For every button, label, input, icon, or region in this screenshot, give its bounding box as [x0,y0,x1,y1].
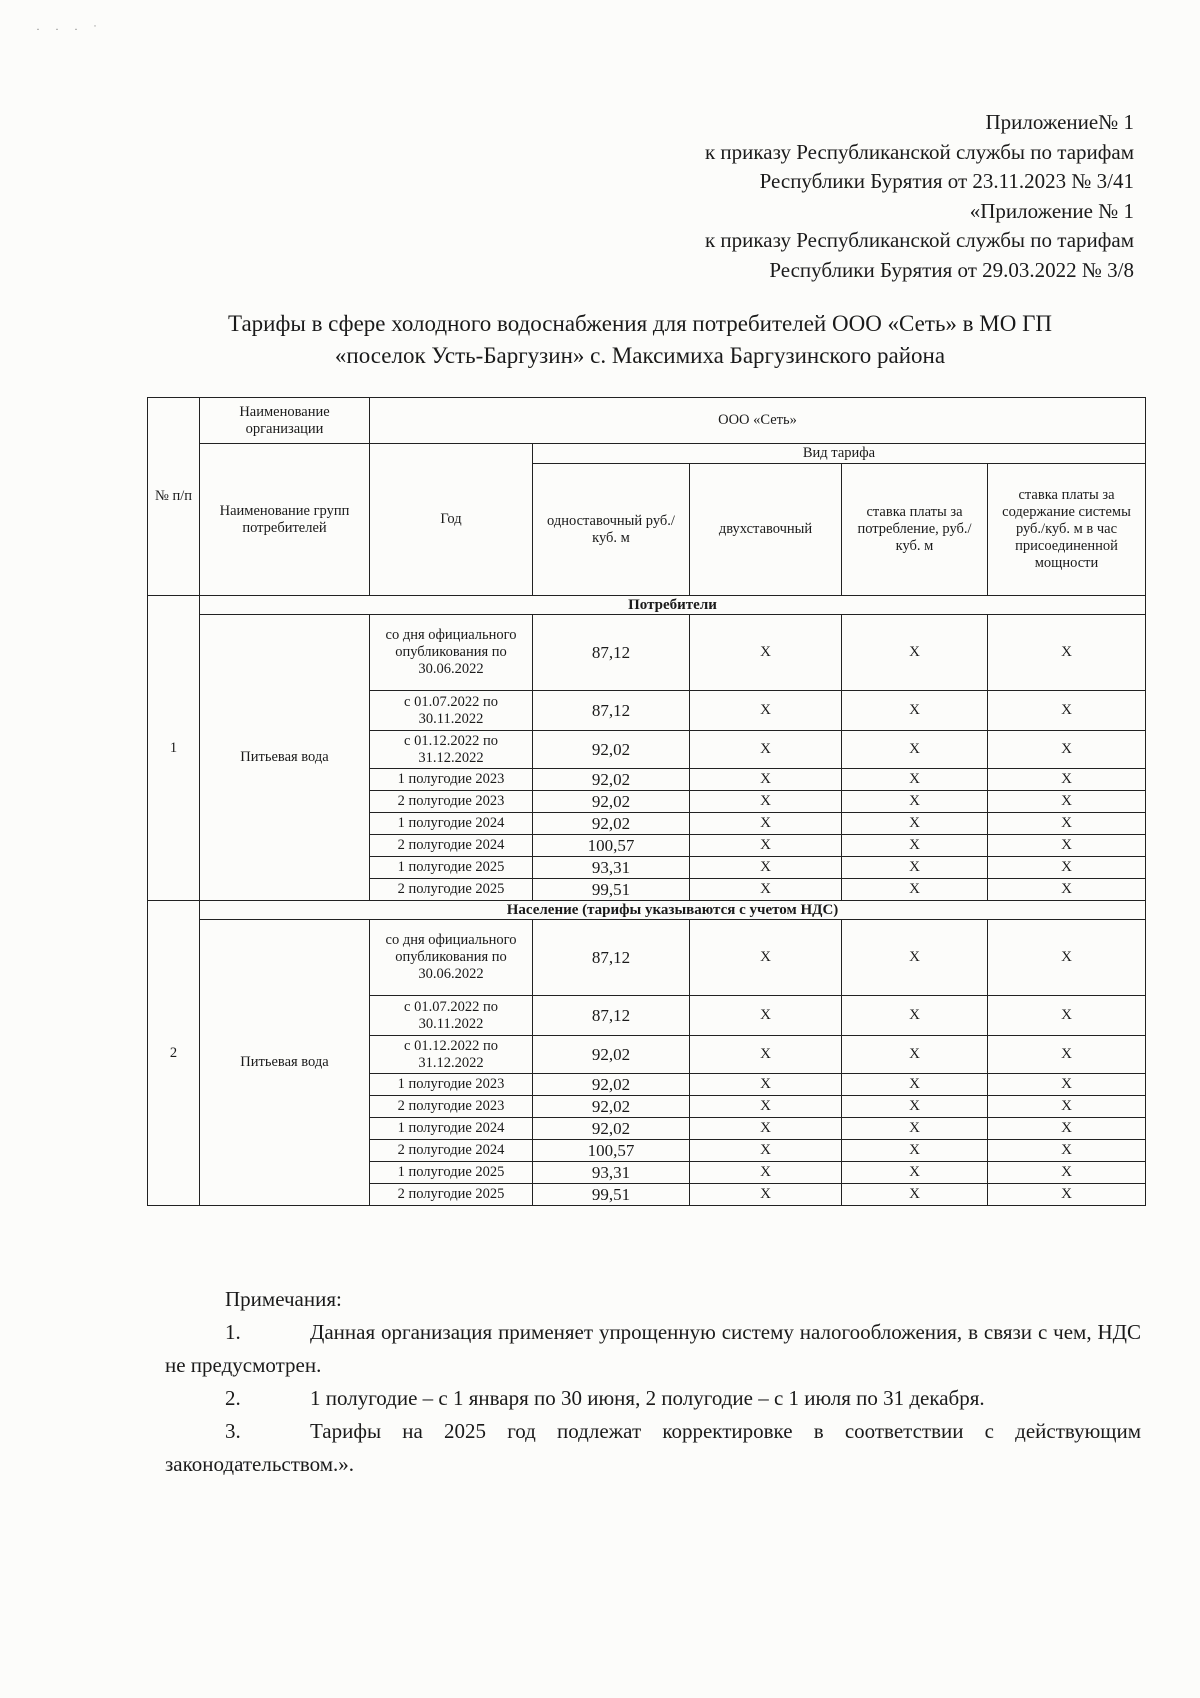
one-part-tariff-cell: 87,12 [533,691,690,731]
col-header-year: Год [370,444,533,596]
two-part-tariff-cell: X [690,1036,842,1074]
one-part-tariff-cell: 93,31 [533,857,690,879]
col-header-group: Наименование групп потребителей [200,444,370,596]
period-cell: 2 полугодие 2025 [370,879,533,901]
notes-block [165,1283,1141,1481]
document-title [150,308,1130,372]
two-part-tariff-cell: X [690,731,842,769]
consumer-group: Питьевая вода [200,615,370,901]
one-part-tariff-cell: 92,02 [533,1036,690,1074]
consumption-rate-cell: X [842,1118,988,1140]
scan-artifact: · · · ˙ [36,22,103,36]
two-part-tariff-cell: X [690,835,842,857]
maintenance-rate-cell: X [988,691,1146,731]
period-cell: со дня официального опубликования по 30.06.2022 [370,615,533,691]
one-part-tariff-cell: 99,51 [533,879,690,901]
period-cell: 2 полугодие 2023 [370,1096,533,1118]
consumption-rate-cell: X [842,791,988,813]
maintenance-rate-cell: X [988,835,1146,857]
period-cell: 1 полугодие 2023 [370,769,533,791]
consumer-group: Питьевая вода [200,920,370,1206]
consumption-rate-cell: X [842,996,988,1036]
note-text: Тарифы на 2025 год подлежат корректировке в соответствии с действующим законодательством.». [165,1419,1141,1476]
col-header-one-part: одноставочный руб./ куб. м [533,464,690,596]
header-line: к приказу Республиканской службы по тарифам [704,139,1134,164]
col-header-maintenance: ставка платы за содержание системы руб./куб. м в час присоединенной мощности [988,464,1146,596]
maintenance-rate-cell: X [988,1184,1146,1206]
one-part-tariff-cell: 100,57 [533,1140,690,1162]
header-line: Приложение№ 1 [985,110,1134,134]
note-index: 1. [225,1320,241,1344]
row-number: 1 [148,596,200,901]
one-part-tariff-cell: 100,57 [533,835,690,857]
header-line: Республики Бурятия от 23.11.2023 № 3/41 [759,169,1134,193]
one-part-tariff-cell: 92,02 [533,731,690,769]
tariff-row [148,920,1146,996]
consumption-rate-cell: X [842,1184,988,1206]
two-part-tariff-cell: X [690,691,842,731]
two-part-tariff-cell: X [690,879,842,901]
maintenance-rate-cell: X [988,1074,1146,1096]
period-cell: со дня официального опубликования по 30.06.2022 [370,920,533,996]
note-item [165,1316,1141,1382]
title-line-2: «поселок Усть-Баргузин» с. Максимиха Баргузинского района [334,343,946,368]
two-part-tariff-cell: X [690,996,842,1036]
maintenance-rate-cell: X [988,769,1146,791]
two-part-tariff-cell: X [690,1162,842,1184]
note-item [165,1382,1141,1415]
consumption-rate-cell: X [842,835,988,857]
one-part-tariff-cell: 99,51 [533,1184,690,1206]
consumption-rate-cell: X [842,857,988,879]
consumption-rate-cell: X [842,1036,988,1074]
maintenance-rate-cell: X [988,791,1146,813]
two-part-tariff-cell: X [690,1074,842,1096]
maintenance-rate-cell: X [988,1036,1146,1074]
maintenance-rate-cell: X [988,920,1146,996]
header-line: к приказу Республиканской службы по тарифам [704,228,1134,252]
one-part-tariff-cell: 92,02 [533,813,690,835]
col-header-two-part: двухставочный [690,464,842,596]
two-part-tariff-cell: X [690,769,842,791]
consumption-rate-cell: X [842,1162,988,1184]
consumption-rate-cell: X [842,879,988,901]
one-part-tariff-cell: 92,02 [533,1074,690,1096]
one-part-tariff-cell: 92,02 [533,791,690,813]
maintenance-rate-cell: X [988,615,1146,691]
consumption-rate-cell: X [842,813,988,835]
maintenance-rate-cell: X [988,731,1146,769]
consumption-rate-cell: X [842,731,988,769]
section-title: Потребители [200,596,1146,615]
maintenance-rate-cell: X [988,857,1146,879]
notes-heading: Примечания: [225,1287,342,1311]
tariff-row [148,615,1146,691]
period-cell: 1 полугодие 2024 [370,1118,533,1140]
period-cell: 1 полугодие 2024 [370,813,533,835]
one-part-tariff-cell: 92,02 [533,1118,690,1140]
period-cell: с 01.12.2022 по 31.12.2022 [370,731,533,769]
one-part-tariff-cell: 92,02 [533,769,690,791]
note-text: Данная организация применяет упрощенную систему налогообложения, в связи с чем, НДС не предусмотрен. [165,1320,1141,1377]
one-part-tariff-cell: 92,02 [533,1096,690,1118]
consumption-rate-cell: X [842,920,988,996]
consumption-rate-cell: X [842,1074,988,1096]
period-cell: 1 полугодие 2023 [370,1074,533,1096]
two-part-tariff-cell: X [690,1184,842,1206]
two-part-tariff-cell: X [690,920,842,996]
note-text: 1 полугодие – с 1 января по 30 июня, 2 полугодие – с 1 июля по 31 декабря. [310,1386,985,1410]
two-part-tariff-cell: X [690,1096,842,1118]
maintenance-rate-cell: X [988,1162,1146,1184]
period-cell: 2 полугодие 2024 [370,835,533,857]
consumption-rate-cell: X [842,769,988,791]
two-part-tariff-cell: X [690,615,842,691]
maintenance-rate-cell: X [988,996,1146,1036]
two-part-tariff-cell: X [690,791,842,813]
row-number: 2 [148,901,200,1206]
header-line: «Приложение № 1 [969,198,1134,223]
period-cell: с 01.07.2022 по 30.11.2022 [370,691,533,731]
period-cell: 2 полугодие 2023 [370,791,533,813]
col-header-org-name: Наименование организации [200,398,370,444]
one-part-tariff-cell: 93,31 [533,1162,690,1184]
period-cell: 2 полугодие 2025 [370,1184,533,1206]
header-line: Республики Бурятия от 29.03.2022 № 3/8 [769,257,1134,282]
two-part-tariff-cell: X [690,1140,842,1162]
consumption-rate-cell: X [842,1140,988,1162]
consumption-rate-cell: X [842,615,988,691]
period-cell: с 01.07.2022 по 30.11.2022 [370,996,533,1036]
one-part-tariff-cell: 87,12 [533,920,690,996]
one-part-tariff-cell: 87,12 [533,996,690,1036]
period-cell: 1 полугодие 2025 [370,857,533,879]
consumption-rate-cell: X [842,691,988,731]
col-header-number: № п/п [148,398,200,596]
title-line-1: Тарифы в сфере холодного водоснабжения для потребителей ООО «Сеть» в МО ГП [227,311,1053,336]
maintenance-rate-cell: X [988,813,1146,835]
note-item [165,1415,1141,1481]
col-header-tariff-type: Вид тарифа [533,444,1146,464]
maintenance-rate-cell: X [988,1118,1146,1140]
two-part-tariff-cell: X [690,1118,842,1140]
note-index: 2. [225,1386,241,1410]
tariff-table [147,397,1146,1206]
maintenance-rate-cell: X [988,1140,1146,1162]
section-title: Население (тарифы указываются с учетом НДС) [200,901,1146,920]
period-cell: 2 полугодие 2024 [370,1140,533,1162]
org-name-value: ООО «Сеть» [370,398,1146,444]
consumption-rate-cell: X [842,1096,988,1118]
two-part-tariff-cell: X [690,813,842,835]
note-index: 3. [225,1419,241,1443]
one-part-tariff-cell: 87,12 [533,615,690,691]
col-header-consumption: ставка платы за потребление, руб./ куб. м [842,464,988,596]
two-part-tariff-cell: X [690,857,842,879]
period-cell: 1 полугодие 2025 [370,1162,533,1184]
maintenance-rate-cell: X [988,1096,1146,1118]
period-cell: с 01.12.2022 по 31.12.2022 [370,1036,533,1074]
appendix-header [705,108,1134,285]
maintenance-rate-cell: X [988,879,1146,901]
